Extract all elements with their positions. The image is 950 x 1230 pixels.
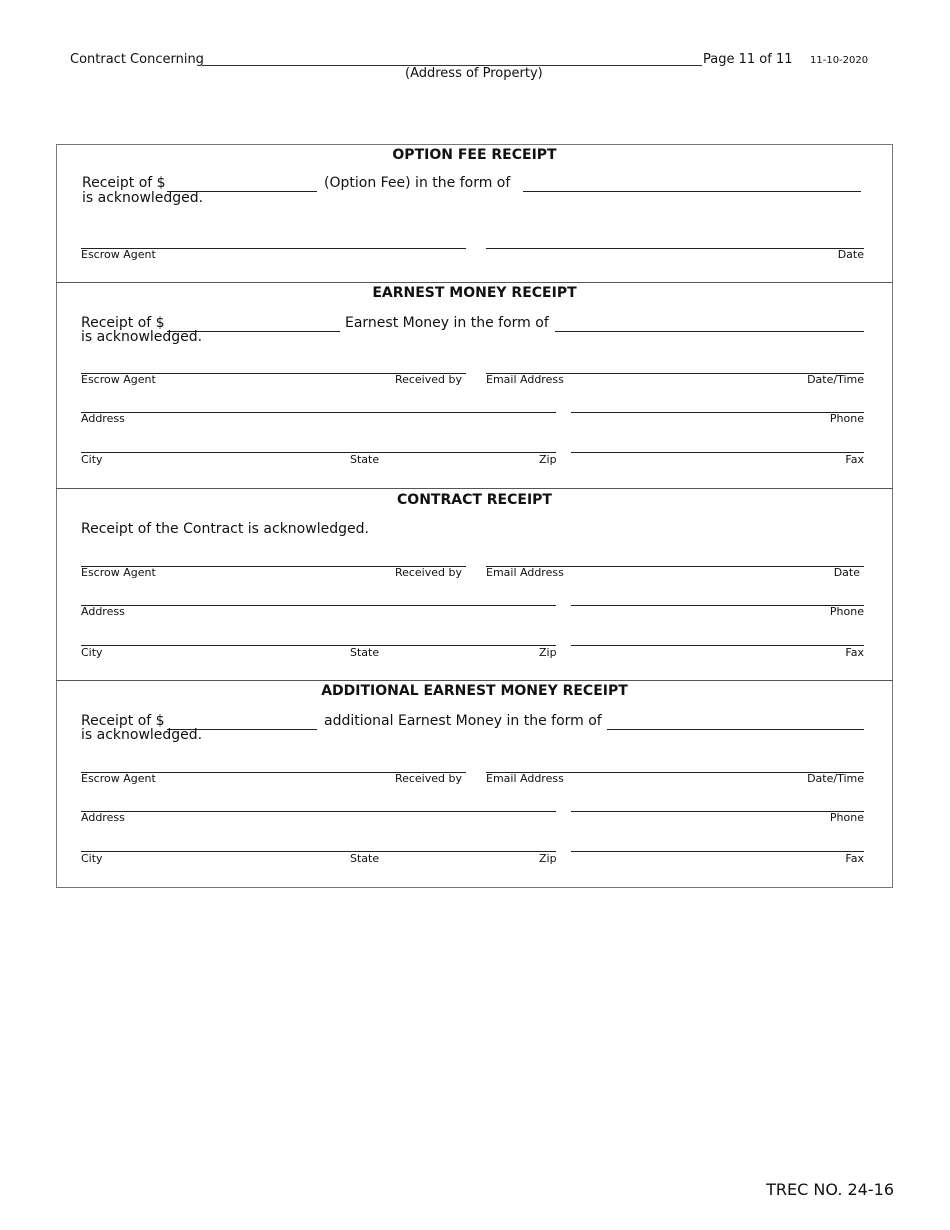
earnest-acknowledged: is acknowledged. bbox=[81, 329, 203, 345]
additional-phone-label: Phone bbox=[829, 811, 864, 824]
additional-earnest-title: ADDITIONAL EARNEST MONEY RECEIPT bbox=[321, 683, 628, 699]
contract-city-state-zip-line[interactable] bbox=[81, 645, 556, 646]
additional-middle-text: additional Earnest Money in the form of bbox=[324, 713, 602, 729]
additional-city-state-zip-line[interactable] bbox=[81, 851, 556, 852]
contract-phone-label: Phone bbox=[829, 605, 864, 618]
contract-date-label: Date bbox=[833, 566, 860, 579]
additional-receipt-prefix: Receipt of $ bbox=[81, 713, 165, 729]
earnest-city-state-zip-line[interactable] bbox=[81, 452, 556, 453]
additional-city-label: City bbox=[81, 852, 103, 865]
contract-state-label: State bbox=[350, 646, 380, 659]
option-fee-form-field[interactable] bbox=[523, 191, 861, 192]
contract-received-by-label: Received by bbox=[394, 566, 462, 579]
contract-address-line[interactable] bbox=[81, 605, 556, 606]
additional-address-line[interactable] bbox=[81, 811, 556, 812]
option-fee-date-label: Date bbox=[837, 248, 864, 261]
form-number: TREC NO. 24-16 bbox=[766, 1180, 894, 1199]
page-number: Page 11 of 11 bbox=[703, 52, 793, 67]
additional-received-by-label: Received by bbox=[394, 772, 462, 785]
contract-email-address-label: Email Address bbox=[486, 566, 564, 579]
option-fee-acknowledged: is acknowledged. bbox=[82, 190, 204, 206]
additional-zip-label: Zip bbox=[539, 852, 557, 865]
earnest-middle-text: Earnest Money in the form of bbox=[345, 315, 549, 331]
additional-date-time-label: Date/Time bbox=[807, 772, 864, 785]
option-fee-receipt-prefix: Receipt of $ bbox=[82, 175, 166, 191]
earnest-fax-label: Fax bbox=[845, 453, 864, 466]
earnest-state-label: State bbox=[350, 453, 380, 466]
section-divider bbox=[56, 488, 893, 489]
additional-acknowledged: is acknowledged. bbox=[81, 727, 203, 743]
earnest-address-label: Address bbox=[81, 412, 125, 425]
section-divider bbox=[56, 282, 893, 283]
earnest-zip-label: Zip bbox=[539, 453, 557, 466]
option-fee-escrow-agent-label: Escrow Agent bbox=[81, 248, 156, 261]
option-fee-middle-text: (Option Fee) in the form of bbox=[324, 175, 511, 191]
earnest-form-field[interactable] bbox=[555, 331, 864, 332]
earnest-email-address-label: Email Address bbox=[486, 373, 564, 386]
contract-receipt-text: Receipt of the Contract is acknowledged. bbox=[81, 521, 369, 537]
contract-receipt-title: CONTRACT RECEIPT bbox=[397, 492, 552, 508]
additional-form-field[interactable] bbox=[607, 729, 864, 730]
earnest-address-line[interactable] bbox=[81, 412, 556, 413]
address-caption: (Address of Property) bbox=[405, 66, 543, 81]
earnest-date-time-label: Date/Time bbox=[807, 373, 864, 386]
additional-fax-label: Fax bbox=[845, 852, 864, 865]
contract-address-label: Address bbox=[81, 605, 125, 618]
earnest-receipt-prefix: Receipt of $ bbox=[81, 315, 165, 331]
contract-concerning-label: Contract Concerning bbox=[70, 52, 204, 67]
contract-zip-label: Zip bbox=[539, 646, 557, 659]
additional-address-label: Address bbox=[81, 811, 125, 824]
contract-escrow-agent-label: Escrow Agent bbox=[81, 566, 156, 579]
earnest-city-label: City bbox=[81, 453, 103, 466]
form-date: 11-10-2020 bbox=[810, 55, 869, 66]
earnest-money-title: EARNEST MONEY RECEIPT bbox=[372, 285, 577, 301]
earnest-phone-label: Phone bbox=[829, 412, 864, 425]
earnest-received-by-label: Received by bbox=[394, 373, 462, 386]
additional-state-label: State bbox=[350, 852, 380, 865]
option-fee-title: OPTION FEE RECEIPT bbox=[392, 147, 557, 163]
section-divider bbox=[56, 680, 893, 681]
contract-city-label: City bbox=[81, 646, 103, 659]
contract-fax-label: Fax bbox=[845, 646, 864, 659]
earnest-escrow-agent-label: Escrow Agent bbox=[81, 373, 156, 386]
additional-email-address-label: Email Address bbox=[486, 772, 564, 785]
additional-escrow-agent-label: Escrow Agent bbox=[81, 772, 156, 785]
